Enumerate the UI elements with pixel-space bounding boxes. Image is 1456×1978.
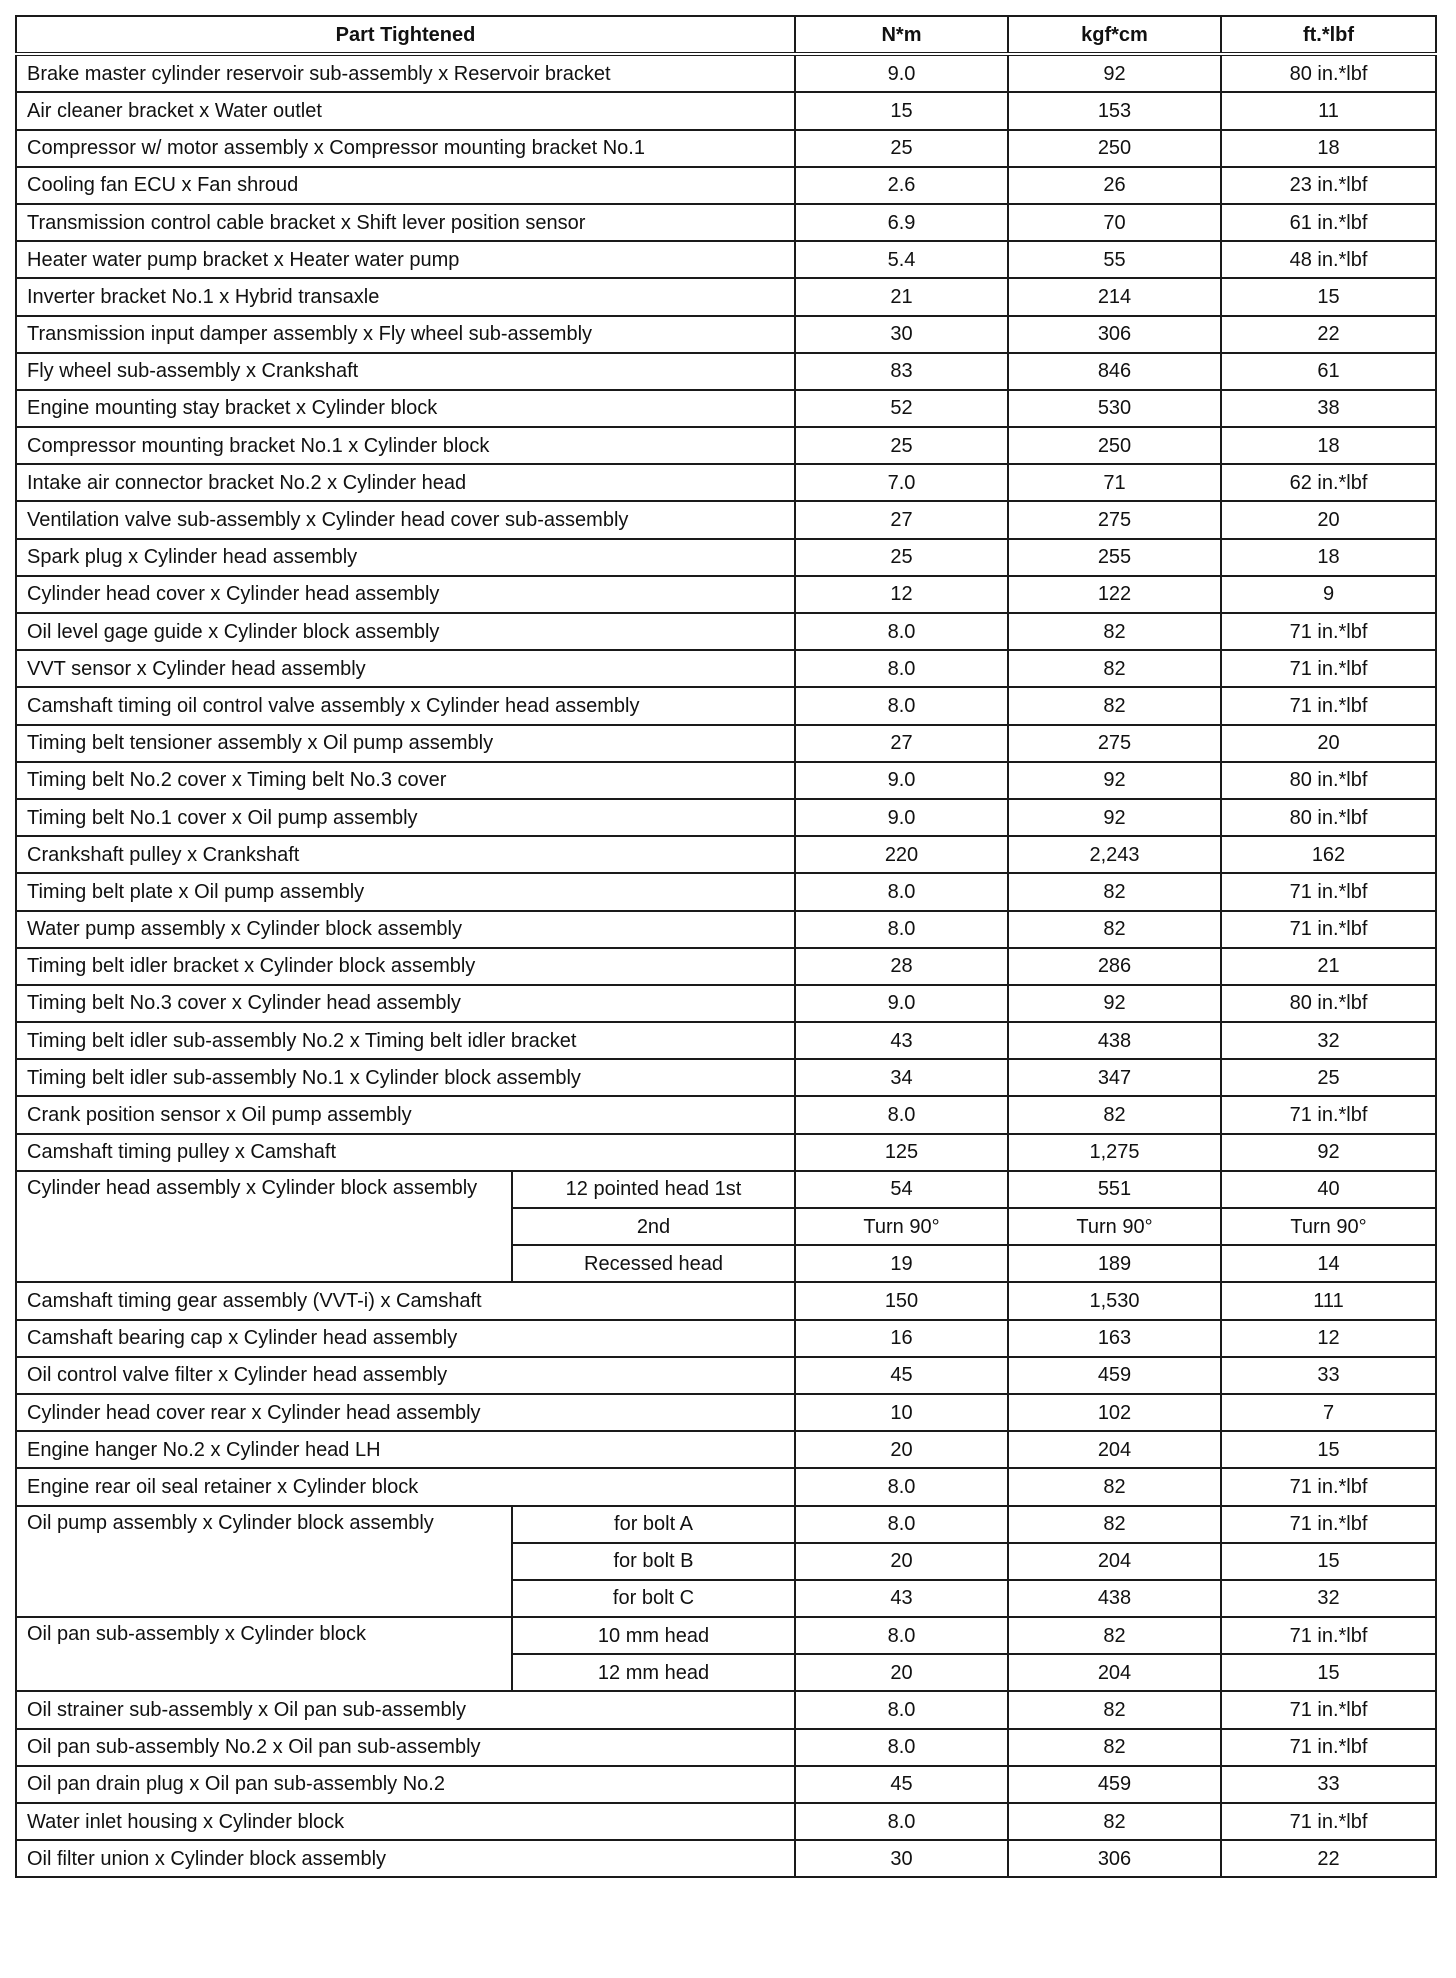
torque-ft-lbf-cell: 40: [1221, 1171, 1436, 1208]
torque-ft-lbf-cell: 80 in.*lbf: [1221, 54, 1436, 92]
torque-kgf-cm-cell: 204: [1008, 1543, 1221, 1580]
table-row: [16, 1506, 1436, 1543]
torque-kgf-cm-cell: 82: [1008, 687, 1221, 724]
torque-ft-lbf-cell: 92: [1221, 1134, 1436, 1171]
table-row: [16, 92, 1436, 129]
torque-nm-cell: 43: [795, 1580, 1008, 1617]
condition-cell: for bolt A: [512, 1506, 795, 1543]
torque-kgf-cm-cell: 82: [1008, 1729, 1221, 1766]
table-row: [16, 539, 1436, 576]
torque-ft-lbf-cell: 15: [1221, 1431, 1436, 1468]
torque-ft-lbf-cell: 25: [1221, 1059, 1436, 1096]
torque-kgf-cm-cell: 459: [1008, 1766, 1221, 1803]
table-row: [16, 1022, 1436, 1059]
torque-nm-cell: 8.0: [795, 1506, 1008, 1543]
torque-ft-lbf-cell: 71 in.*lbf: [1221, 873, 1436, 910]
table-row: [16, 278, 1436, 315]
torque-nm-cell: 6.9: [795, 204, 1008, 241]
torque-nm-cell: 8.0: [795, 613, 1008, 650]
torque-kgf-cm-cell: 153: [1008, 92, 1221, 129]
torque-ft-lbf-cell: 80 in.*lbf: [1221, 762, 1436, 799]
torque-nm-cell: 10: [795, 1394, 1008, 1431]
part-tightened-cell: Oil pump assembly x Cylinder block assembly: [16, 1506, 512, 1618]
torque-nm-cell: 20: [795, 1431, 1008, 1468]
part-tightened-cell: Compressor w/ motor assembly x Compressor mounting bracket No.1: [16, 130, 795, 167]
torque-kgf-cm-cell: 92: [1008, 54, 1221, 92]
torque-nm-cell: 43: [795, 1022, 1008, 1059]
torque-ft-lbf-cell: Turn 90°: [1221, 1208, 1436, 1245]
torque-kgf-cm-cell: 347: [1008, 1059, 1221, 1096]
part-tightened-cell: Engine mounting stay bracket x Cylinder block: [16, 390, 795, 427]
torque-kgf-cm-cell: 204: [1008, 1654, 1221, 1691]
torque-nm-cell: 28: [795, 948, 1008, 985]
table-row: [16, 501, 1436, 538]
torque-ft-lbf-cell: 32: [1221, 1580, 1436, 1617]
torque-nm-cell: 45: [795, 1357, 1008, 1394]
torque-nm-cell: 25: [795, 130, 1008, 167]
part-tightened-cell: Brake master cylinder reservoir sub-assembly x Reservoir bracket: [16, 54, 795, 92]
part-tightened-cell: Cylinder head assembly x Cylinder block assembly: [16, 1171, 512, 1283]
torque-kgf-cm-cell: 71: [1008, 464, 1221, 501]
torque-nm-cell: 25: [795, 539, 1008, 576]
torque-kgf-cm-cell: 438: [1008, 1580, 1221, 1617]
part-tightened-cell: Oil strainer sub-assembly x Oil pan sub-assembly: [16, 1691, 795, 1728]
torque-ft-lbf-cell: 71 in.*lbf: [1221, 911, 1436, 948]
torque-kgf-cm-cell: 306: [1008, 1840, 1221, 1877]
part-tightened-cell: Engine rear oil seal retainer x Cylinder block: [16, 1468, 795, 1505]
condition-cell: 12 mm head: [512, 1654, 795, 1691]
part-tightened-cell: Timing belt idler bracket x Cylinder block assembly: [16, 948, 795, 985]
torque-nm-cell: Turn 90°: [795, 1208, 1008, 1245]
torque-nm-cell: 54: [795, 1171, 1008, 1208]
table-row: [16, 985, 1436, 1022]
table-row: [16, 130, 1436, 167]
part-tightened-cell: Oil pan sub-assembly x Cylinder block: [16, 1617, 512, 1691]
torque-kgf-cm-cell: 2,243: [1008, 836, 1221, 873]
torque-kgf-cm-cell: 214: [1008, 278, 1221, 315]
torque-nm-cell: 9.0: [795, 799, 1008, 836]
part-tightened-cell: Water inlet housing x Cylinder block: [16, 1803, 795, 1840]
table-row: [16, 799, 1436, 836]
torque-nm-cell: 25: [795, 427, 1008, 464]
condition-cell: 2nd: [512, 1208, 795, 1245]
torque-nm-cell: 83: [795, 353, 1008, 390]
torque-ft-lbf-cell: 61: [1221, 353, 1436, 390]
table-row: [16, 836, 1436, 873]
torque-kgf-cm-cell: 92: [1008, 799, 1221, 836]
torque-nm-cell: 19: [795, 1245, 1008, 1282]
torque-kgf-cm-cell: 82: [1008, 1617, 1221, 1654]
torque-nm-cell: 8.0: [795, 687, 1008, 724]
torque-kgf-cm-cell: 1,275: [1008, 1134, 1221, 1171]
condition-cell: 10 mm head: [512, 1617, 795, 1654]
torque-nm-cell: 8.0: [795, 1617, 1008, 1654]
condition-cell: for bolt C: [512, 1580, 795, 1617]
torque-nm-cell: 30: [795, 1840, 1008, 1877]
torque-nm-cell: 27: [795, 501, 1008, 538]
table-row: [16, 54, 1436, 92]
table-row: [16, 1729, 1436, 1766]
torque-kgf-cm-cell: 102: [1008, 1394, 1221, 1431]
torque-kgf-cm-cell: 189: [1008, 1245, 1221, 1282]
torque-kgf-cm-cell: 255: [1008, 539, 1221, 576]
torque-nm-cell: 8.0: [795, 650, 1008, 687]
part-tightened-cell: Crank position sensor x Oil pump assembly: [16, 1096, 795, 1133]
table-row: [16, 1357, 1436, 1394]
part-tightened-cell: Transmission control cable bracket x Shift lever position sensor: [16, 204, 795, 241]
torque-nm-cell: 8.0: [795, 911, 1008, 948]
torque-nm-cell: 9.0: [795, 762, 1008, 799]
torque-kgf-cm-cell: 92: [1008, 762, 1221, 799]
part-tightened-cell: Intake air connector bracket No.2 x Cylinder head: [16, 464, 795, 501]
part-tightened-cell: VVT sensor x Cylinder head assembly: [16, 650, 795, 687]
torque-nm-cell: 7.0: [795, 464, 1008, 501]
torque-ft-lbf-cell: 23 in.*lbf: [1221, 167, 1436, 204]
table-row: [16, 911, 1436, 948]
torque-ft-lbf-cell: 18: [1221, 427, 1436, 464]
torque-ft-lbf-cell: 15: [1221, 278, 1436, 315]
table-row: [16, 1468, 1436, 1505]
table-row: [16, 762, 1436, 799]
torque-ft-lbf-cell: 14: [1221, 1245, 1436, 1282]
table-row: [16, 687, 1436, 724]
torque-kgf-cm-cell: 82: [1008, 1506, 1221, 1543]
torque-nm-cell: 9.0: [795, 985, 1008, 1022]
part-tightened-cell: Oil level gage guide x Cylinder block assembly: [16, 613, 795, 650]
torque-ft-lbf-cell: 61 in.*lbf: [1221, 204, 1436, 241]
table-row: [16, 464, 1436, 501]
torque-kgf-cm-cell: 250: [1008, 427, 1221, 464]
part-tightened-cell: Camshaft timing pulley x Camshaft: [16, 1134, 795, 1171]
torque-kgf-cm-cell: 26: [1008, 167, 1221, 204]
torque-nm-cell: 20: [795, 1543, 1008, 1580]
part-tightened-cell: Air cleaner bracket x Water outlet: [16, 92, 795, 129]
torque-nm-cell: 8.0: [795, 1729, 1008, 1766]
torque-nm-cell: 2.6: [795, 167, 1008, 204]
part-tightened-cell: Ventilation valve sub-assembly x Cylinder head cover sub-assembly: [16, 501, 795, 538]
torque-kgf-cm-cell: 286: [1008, 948, 1221, 985]
table-row: [16, 1803, 1436, 1840]
torque-kgf-cm-cell: 92: [1008, 985, 1221, 1022]
table-row: [16, 427, 1436, 464]
torque-kgf-cm-cell: 82: [1008, 650, 1221, 687]
torque-ft-lbf-cell: 71 in.*lbf: [1221, 613, 1436, 650]
torque-ft-lbf-cell: 111: [1221, 1282, 1436, 1319]
torque-kgf-cm-cell: 82: [1008, 1468, 1221, 1505]
part-tightened-cell: Oil control valve filter x Cylinder head assembly: [16, 1357, 795, 1394]
condition-cell: for bolt B: [512, 1543, 795, 1580]
torque-nm-cell: 52: [795, 390, 1008, 427]
torque-kgf-cm-cell: Turn 90°: [1008, 1208, 1221, 1245]
table-row: [16, 353, 1436, 390]
header-nm: N*m: [795, 16, 1008, 54]
part-tightened-cell: Heater water pump bracket x Heater water pump: [16, 241, 795, 278]
torque-ft-lbf-cell: 80 in.*lbf: [1221, 799, 1436, 836]
torque-nm-cell: 20: [795, 1654, 1008, 1691]
torque-kgf-cm-cell: 530: [1008, 390, 1221, 427]
condition-cell: 12 pointed head 1st: [512, 1171, 795, 1208]
part-tightened-cell: Timing belt No.3 cover x Cylinder head assembly: [16, 985, 795, 1022]
part-tightened-cell: Oil pan sub-assembly No.2 x Oil pan sub-assembly: [16, 1729, 795, 1766]
torque-nm-cell: 8.0: [795, 1096, 1008, 1133]
torque-nm-cell: 220: [795, 836, 1008, 873]
torque-ft-lbf-cell: 18: [1221, 539, 1436, 576]
part-tightened-cell: Cylinder head cover rear x Cylinder head assembly: [16, 1394, 795, 1431]
table-row: [16, 1431, 1436, 1468]
torque-ft-lbf-cell: 32: [1221, 1022, 1436, 1059]
torque-nm-cell: 34: [795, 1059, 1008, 1096]
table-row: [16, 1134, 1436, 1171]
torque-nm-cell: 8.0: [795, 1691, 1008, 1728]
torque-kgf-cm-cell: 122: [1008, 576, 1221, 613]
part-tightened-cell: Cooling fan ECU x Fan shroud: [16, 167, 795, 204]
table-row: [16, 1766, 1436, 1803]
table-row: [16, 650, 1436, 687]
torque-nm-cell: 125: [795, 1134, 1008, 1171]
table-row: [16, 1691, 1436, 1728]
table-row: [16, 613, 1436, 650]
table-row: [16, 725, 1436, 762]
torque-nm-cell: 45: [795, 1766, 1008, 1803]
part-tightened-cell: Compressor mounting bracket No.1 x Cylinder block: [16, 427, 795, 464]
torque-kgf-cm-cell: 1,530: [1008, 1282, 1221, 1319]
torque-ft-lbf-cell: 48 in.*lbf: [1221, 241, 1436, 278]
torque-ft-lbf-cell: 22: [1221, 1840, 1436, 1877]
torque-kgf-cm-cell: 82: [1008, 911, 1221, 948]
table-row: [16, 1394, 1436, 1431]
part-tightened-cell: Transmission input damper assembly x Fly wheel sub-assembly: [16, 316, 795, 353]
header-row: [16, 16, 1436, 54]
table-row: [16, 1320, 1436, 1357]
torque-ft-lbf-cell: 9: [1221, 576, 1436, 613]
part-tightened-cell: Inverter bracket No.1 x Hybrid transaxle: [16, 278, 795, 315]
torque-kgf-cm-cell: 82: [1008, 1691, 1221, 1728]
torque-ft-lbf-cell: 71 in.*lbf: [1221, 1803, 1436, 1840]
torque-kgf-cm-cell: 163: [1008, 1320, 1221, 1357]
table-row: [16, 1282, 1436, 1319]
table-row: [16, 1059, 1436, 1096]
part-tightened-cell: Timing belt idler sub-assembly No.2 x Timing belt idler bracket: [16, 1022, 795, 1059]
torque-ft-lbf-cell: 15: [1221, 1654, 1436, 1691]
torque-ft-lbf-cell: 11: [1221, 92, 1436, 129]
torque-nm-cell: 16: [795, 1320, 1008, 1357]
part-tightened-cell: Cylinder head cover x Cylinder head assembly: [16, 576, 795, 613]
table-row: [16, 390, 1436, 427]
torque-kgf-cm-cell: 204: [1008, 1431, 1221, 1468]
torque-nm-cell: 5.4: [795, 241, 1008, 278]
table-row: [16, 1617, 1436, 1654]
torque-ft-lbf-cell: 162: [1221, 836, 1436, 873]
torque-kgf-cm-cell: 438: [1008, 1022, 1221, 1059]
torque-ft-lbf-cell: 20: [1221, 501, 1436, 538]
table-row: [16, 204, 1436, 241]
torque-ft-lbf-cell: 7: [1221, 1394, 1436, 1431]
torque-nm-cell: 30: [795, 316, 1008, 353]
torque-kgf-cm-cell: 846: [1008, 353, 1221, 390]
table-row: [16, 1840, 1436, 1877]
part-tightened-cell: Engine hanger No.2 x Cylinder head LH: [16, 1431, 795, 1468]
torque-ft-lbf-cell: 71 in.*lbf: [1221, 1506, 1436, 1543]
torque-ft-lbf-cell: 71 in.*lbf: [1221, 650, 1436, 687]
torque-nm-cell: 8.0: [795, 873, 1008, 910]
torque-ft-lbf-cell: 71 in.*lbf: [1221, 1468, 1436, 1505]
torque-ft-lbf-cell: 71 in.*lbf: [1221, 1617, 1436, 1654]
torque-kgf-cm-cell: 551: [1008, 1171, 1221, 1208]
torque-ft-lbf-cell: 12: [1221, 1320, 1436, 1357]
torque-ft-lbf-cell: 18: [1221, 130, 1436, 167]
condition-cell: Recessed head: [512, 1245, 795, 1282]
torque-kgf-cm-cell: 55: [1008, 241, 1221, 278]
torque-ft-lbf-cell: 71 in.*lbf: [1221, 1691, 1436, 1728]
torque-specification-table: [15, 15, 1437, 1878]
header-kgf-cm: kgf*cm: [1008, 16, 1221, 54]
torque-kgf-cm-cell: 70: [1008, 204, 1221, 241]
torque-ft-lbf-cell: 71 in.*lbf: [1221, 1096, 1436, 1133]
torque-ft-lbf-cell: 71 in.*lbf: [1221, 1729, 1436, 1766]
torque-ft-lbf-cell: 33: [1221, 1357, 1436, 1394]
part-tightened-cell: Camshaft timing oil control valve assembly x Cylinder head assembly: [16, 687, 795, 724]
torque-nm-cell: 12: [795, 576, 1008, 613]
header-ft-lbf: ft.*lbf: [1221, 16, 1436, 54]
torque-nm-cell: 8.0: [795, 1468, 1008, 1505]
part-tightened-cell: Timing belt No.1 cover x Oil pump assembly: [16, 799, 795, 836]
torque-kgf-cm-cell: 82: [1008, 613, 1221, 650]
torque-ft-lbf-cell: 21: [1221, 948, 1436, 985]
part-tightened-cell: Fly wheel sub-assembly x Crankshaft: [16, 353, 795, 390]
torque-kgf-cm-cell: 275: [1008, 501, 1221, 538]
part-tightened-cell: Timing belt tensioner assembly x Oil pump assembly: [16, 725, 795, 762]
table-row: [16, 241, 1436, 278]
table-row: [16, 1171, 1436, 1208]
torque-kgf-cm-cell: 82: [1008, 1096, 1221, 1133]
torque-nm-cell: 8.0: [795, 1803, 1008, 1840]
torque-kgf-cm-cell: 250: [1008, 130, 1221, 167]
part-tightened-cell: Spark plug x Cylinder head assembly: [16, 539, 795, 576]
part-tightened-cell: Oil filter union x Cylinder block assembly: [16, 1840, 795, 1877]
table-row: [16, 316, 1436, 353]
torque-kgf-cm-cell: 306: [1008, 316, 1221, 353]
torque-ft-lbf-cell: 22: [1221, 316, 1436, 353]
table-row: [16, 873, 1436, 910]
part-tightened-cell: Crankshaft pulley x Crankshaft: [16, 836, 795, 873]
torque-kgf-cm-cell: 275: [1008, 725, 1221, 762]
part-tightened-cell: Camshaft timing gear assembly (VVT-i) x Camshaft: [16, 1282, 795, 1319]
torque-ft-lbf-cell: 38: [1221, 390, 1436, 427]
table-row: [16, 1096, 1436, 1133]
torque-ft-lbf-cell: 71 in.*lbf: [1221, 687, 1436, 724]
torque-ft-lbf-cell: 33: [1221, 1766, 1436, 1803]
torque-kgf-cm-cell: 82: [1008, 1803, 1221, 1840]
torque-nm-cell: 21: [795, 278, 1008, 315]
torque-nm-cell: 9.0: [795, 54, 1008, 92]
header-part-tightened: Part Tightened: [16, 16, 795, 54]
torque-kgf-cm-cell: 459: [1008, 1357, 1221, 1394]
torque-nm-cell: 150: [795, 1282, 1008, 1319]
table-row: [16, 576, 1436, 613]
torque-ft-lbf-cell: 80 in.*lbf: [1221, 985, 1436, 1022]
part-tightened-cell: Camshaft bearing cap x Cylinder head assembly: [16, 1320, 795, 1357]
part-tightened-cell: Timing belt plate x Oil pump assembly: [16, 873, 795, 910]
part-tightened-cell: Timing belt idler sub-assembly No.1 x Cylinder block assembly: [16, 1059, 795, 1096]
part-tightened-cell: Water pump assembly x Cylinder block assembly: [16, 911, 795, 948]
part-tightened-cell: Timing belt No.2 cover x Timing belt No.3 cover: [16, 762, 795, 799]
torque-ft-lbf-cell: 15: [1221, 1543, 1436, 1580]
torque-nm-cell: 15: [795, 92, 1008, 129]
torque-nm-cell: 27: [795, 725, 1008, 762]
torque-kgf-cm-cell: 82: [1008, 873, 1221, 910]
torque-table-body: [16, 54, 1436, 1877]
table-row: [16, 948, 1436, 985]
part-tightened-cell: Oil pan drain plug x Oil pan sub-assembly No.2: [16, 1766, 795, 1803]
torque-ft-lbf-cell: 62 in.*lbf: [1221, 464, 1436, 501]
table-row: [16, 167, 1436, 204]
torque-ft-lbf-cell: 20: [1221, 725, 1436, 762]
